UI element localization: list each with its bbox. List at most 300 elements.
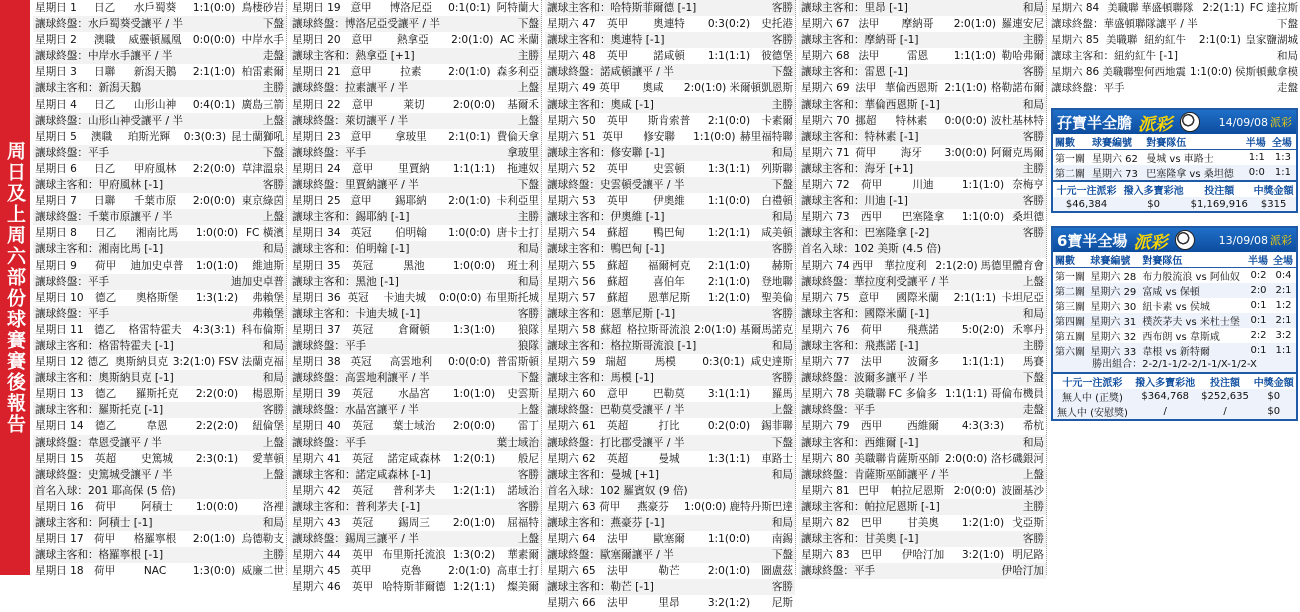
league: 西甲 (852, 259, 874, 272)
note-row (33, 241, 286, 257)
score: 2:0(1:0) (448, 565, 491, 578)
home-team: 里昂 (658, 597, 680, 610)
home-team: 奧連特 (653, 18, 685, 31)
bet-outcome: 客勝 (771, 372, 793, 385)
match-number: 星期六 79 (801, 420, 850, 433)
home-team: 甲府風林 (133, 162, 177, 175)
league: 蘇超 (607, 227, 629, 240)
home-team: 高雲地利 (389, 356, 433, 369)
pool-header: 中獎金額 (1253, 378, 1294, 389)
league: 西甲 (861, 211, 883, 224)
match-number: 星期六 72 (801, 179, 850, 192)
table-cell: 巴塞隆拿 vs 桑坦德 (1144, 165, 1244, 180)
league: 英冠 (347, 291, 369, 304)
home-team: 伊哈汀加 (901, 549, 945, 562)
score: 2:0(1:0) (452, 517, 496, 529)
away-team: 雷丁 (517, 420, 539, 433)
bet-result-text: 讓球終盤：華盛頓聯隊讓平 / 半 (1051, 18, 1198, 30)
column-header: 關數 (1053, 252, 1088, 268)
bet-result-text: 讓球主客和：紐約紅牛 [-1] (1051, 50, 1178, 62)
home-team: 華倫西恩斯 (884, 82, 938, 95)
score: 2:0(1:0) (448, 195, 491, 208)
match-row (1049, 32, 1300, 48)
score: 1:1(1:0) (961, 179, 1005, 192)
bet-outcome: 葉士域治 (496, 436, 539, 449)
league: 英甲 (599, 82, 621, 95)
score: 0:0(0:0) (192, 34, 236, 47)
match-number: 星期六 56 (547, 275, 596, 288)
bet-outcome: 客勝 (1022, 533, 1044, 546)
box-header (1053, 110, 1296, 134)
bet-result-text: 讓球主客和：飛燕諾 [-1] (801, 339, 919, 352)
match-number: 星期日 9 (35, 259, 77, 272)
score: 3:2(1:2) (707, 597, 751, 610)
note-row (799, 338, 1046, 354)
away-team: 波杜基林特 (991, 114, 1044, 127)
box-brand: 派彩 (1138, 114, 1173, 135)
match-row (799, 483, 1046, 499)
bet-result-text: 讓球主客和：哈特斯菲爾德 [-1] (547, 2, 697, 14)
score: 4:3(3:3) (961, 420, 1005, 433)
score: 1:1(0:0) (1190, 66, 1233, 78)
pool-header-row (1053, 181, 1296, 197)
match-row (1049, 0, 1300, 16)
table-row (1053, 313, 1296, 328)
league: 意甲 (350, 195, 372, 208)
bet-outcome: 主勝 (517, 211, 539, 224)
away-team: 般尼 (517, 452, 539, 465)
match-row (33, 386, 286, 402)
match-number: 星期日 4 (35, 98, 77, 111)
match-number: 星期日 12 (35, 356, 84, 369)
note-row (33, 515, 286, 531)
home-team: 克魯 (400, 565, 422, 578)
match-row (545, 595, 795, 611)
home-team: 馬模 (654, 356, 676, 369)
double-result-table (1053, 134, 1296, 180)
bet-outcome: 和局 (262, 372, 284, 385)
match-row (545, 48, 795, 64)
bet-outcome: 和局 (771, 517, 793, 529)
score: 1:2(1:1) (452, 581, 496, 594)
score: 2:0(0:0) (953, 484, 997, 497)
match-number: 星期六 77 (801, 356, 850, 369)
note-row (290, 241, 541, 257)
table-cell: 星期六 62 (1091, 154, 1138, 165)
bet-outcome: 下盤 (1277, 18, 1298, 30)
score: 1:3(1:0) (452, 323, 496, 336)
score: 1:3(0:0) (192, 565, 236, 578)
league: 日乙 (95, 227, 117, 240)
table-cell: 第二關 (1053, 283, 1088, 298)
bet-outcome: 客勝 (262, 179, 284, 192)
match-row (290, 515, 541, 531)
note-row (545, 0, 795, 16)
match-row (545, 225, 795, 241)
away-team: 馬賽 (1022, 356, 1044, 369)
match-row (290, 354, 541, 370)
match-number: 星期六 48 (547, 50, 596, 63)
table-cell: 0:1 (1250, 300, 1267, 311)
bet-outcome: 客勝 (1022, 195, 1044, 208)
bet-outcome: 主勝 (1022, 162, 1044, 175)
score: 1:2(1:1) (452, 484, 496, 497)
table-cell: 第一關 (1055, 272, 1085, 283)
bet-outcome: 弗賴堡 (252, 307, 284, 320)
match-row (799, 80, 1046, 96)
away-team: 米爾頓凱恩斯 (729, 82, 793, 95)
league: 荷甲 (855, 146, 877, 159)
away-team: 羅馬 (771, 388, 793, 401)
table-cell: 0:2 (1250, 270, 1267, 281)
score: 1:1(1:1) (452, 162, 496, 175)
score: 2:2(1:1) (1202, 2, 1245, 14)
match-number: 星期六 59 (547, 356, 596, 369)
bet-result-text: 讓球終盤：平手 (35, 146, 110, 159)
sidebar-title: 周日及上周六部份球賽賽後報告 (4, 140, 26, 435)
home-team: 格拉斯哥流浪 (626, 323, 691, 336)
league: 英冠 (352, 517, 374, 529)
table-cell: 2:2 (1250, 330, 1267, 341)
match-row (799, 48, 1046, 64)
league: 日聯 (94, 66, 116, 79)
match-number: 星期六 58 (547, 323, 596, 336)
results-column-4 (799, 0, 1047, 578)
score: 2:0(1:0) (451, 34, 494, 47)
home-team: 歐塞爾 (653, 533, 685, 546)
pool-header: 撥入多寶彩池 (1123, 186, 1184, 197)
note-row (290, 145, 541, 161)
table-cell: 西布朗 vs 韋斯咸 (1142, 332, 1220, 343)
away-team: 普雷斯頓 (496, 356, 539, 369)
match-number: 星期日 36 (292, 291, 341, 304)
league: 澳職 (94, 34, 116, 47)
league: 英冠 (350, 356, 372, 369)
match-number: 星期日 5 (35, 130, 77, 143)
bet-result-text: 讓球主客和：伊奧維 [-1] (547, 211, 665, 224)
football-icon (1180, 112, 1200, 132)
league: 美職聯 (854, 388, 887, 401)
bet-result-text: 讓球終盤：巴勒莫受讓平 / 半 (547, 404, 685, 417)
match-row (545, 322, 795, 338)
league: 英冠 (352, 323, 374, 336)
note-row (545, 467, 795, 483)
score: 2:1(0:0) (707, 114, 751, 127)
match-row (290, 547, 541, 563)
bet-result-text: 讓球終盤：肯薩斯巫師讓平 / 半 (801, 468, 950, 481)
bet-result-text: 讓球主客和：奧咸 [-1] (547, 98, 654, 111)
score: 2:0(1:0) (683, 82, 727, 95)
away-team: 尼斯 (771, 597, 793, 610)
away-team: 咸史達斯 (750, 356, 793, 369)
match-number: 星期日 23 (292, 130, 341, 143)
match-row (33, 322, 286, 338)
bet-result-text: 讓球主客和：鴨巴甸 [-1] (547, 243, 665, 256)
bet-outcome: 和局 (262, 517, 284, 529)
note-row (799, 97, 1046, 113)
bet-outcome: 客勝 (1022, 227, 1044, 240)
table-cell: 1:1 (1270, 165, 1296, 180)
league: 荷甲 (95, 500, 117, 513)
home-team: 諾定咸森林 (387, 452, 441, 465)
table-cell: 2:1 (1271, 283, 1296, 298)
home-team: 哈特斯菲爾德 (382, 581, 446, 594)
away-team: 哥倫布機員 (991, 388, 1044, 401)
match-row (33, 499, 286, 515)
away-team: 聖美倫 (761, 291, 793, 304)
note-row (799, 161, 1046, 177)
match-row (33, 290, 286, 306)
league: 德乙 (95, 388, 117, 401)
table-cell: 0:1 (1246, 313, 1271, 328)
bet-result-text: 讓球主客和：錫耶納 [-1] (292, 211, 410, 224)
score: 2:1(0:1) (448, 130, 491, 143)
bet-result-text: 讓球終盤：平手 (35, 307, 110, 320)
note-row (799, 129, 1046, 145)
bet-result-text: 讓球主客和：格雷特霍夫 [-1] (35, 339, 174, 352)
bet-result-text: 讓球終盤：波爾多讓平 / 半 (801, 372, 928, 385)
league: 荷甲 (94, 565, 116, 578)
note-row (290, 177, 541, 193)
score: 1:0(1:0) (195, 259, 239, 272)
score: 1:3(1:1) (707, 452, 751, 465)
match-number: 星期日 7 (35, 195, 77, 208)
score: 0:0(0:0) (448, 356, 491, 369)
note-row (545, 370, 795, 386)
home-team: 珀斯光輝 (127, 130, 171, 143)
bet-result-text: 讓球主客和：帕拉尼恩斯 [-1] (801, 500, 940, 513)
bet-outcome: 主勝 (1022, 339, 1044, 352)
bet-result-text: 讓球終盤：平手 (292, 436, 367, 449)
away-team: 威廉二世 (241, 565, 284, 578)
bet-outcome: 和局 (771, 468, 793, 481)
score: 1:3(1:2) (195, 291, 239, 304)
away-team: 阿特蘭大 (496, 2, 539, 14)
table-cell: 韋根 vs 新特爾 (1140, 343, 1246, 358)
match-number: 星期六 65 (547, 565, 596, 578)
home-team: 黑池 (403, 259, 425, 272)
away-team: 皇家鹽湖城 (1245, 34, 1298, 46)
note-row (290, 531, 541, 547)
score: 2:1(0:1) (1198, 34, 1241, 46)
bet-result-text: 讓球主客和：雷恩 [-1] (801, 66, 908, 79)
pool-value: / (1132, 404, 1199, 419)
match-number: 星期日 8 (35, 227, 77, 240)
score: 1:1(1:1) (944, 388, 988, 401)
note-row (33, 402, 286, 418)
home-team: 修安聯 (643, 130, 676, 143)
table-row (1053, 328, 1296, 343)
score: 1:1(1:1) (961, 356, 1005, 369)
table-cell: 星期六 28 (1090, 272, 1137, 283)
home-team: 迪加史卓普 (130, 259, 184, 272)
bet-outcome: 上盤 (517, 533, 539, 546)
bet-result-text: 讓球終盤：山形山神受讓平 / 半 (35, 114, 184, 127)
match-row (33, 0, 286, 16)
match-number: 星期六 82 (801, 517, 850, 529)
away-team: 楊恩斯 (252, 388, 284, 401)
home-team: 伯明翰 (394, 227, 427, 240)
dividend-table (1053, 372, 1296, 419)
bet-outcome: 客勝 (771, 2, 793, 14)
bet-outcome: 客勝 (771, 307, 793, 320)
bet-result-text: 讓球終盤：水晶宮讓平 / 半 (292, 404, 419, 417)
column-header: 對賽隊伍 (1140, 252, 1246, 268)
away-team: 洛裡 (262, 500, 284, 513)
box-header (1053, 228, 1296, 252)
bet-result-text: 讓球終盤：諾咸頓讓平 / 半 (547, 66, 674, 79)
match-row (33, 258, 286, 274)
away-team: FSV 法蘭克福 (218, 356, 285, 369)
home-team: 喜伯年 (653, 275, 685, 288)
bet-result-text: 讓球終盤：錫周三讓平 / 半 (292, 533, 419, 546)
note-row (290, 209, 541, 225)
note-row (799, 193, 1046, 209)
match-row (545, 531, 795, 547)
pool-header-row (1053, 373, 1296, 389)
note-row (545, 306, 795, 322)
match-number: 星期日 6 (35, 162, 77, 175)
home-team: 西維爾 (907, 420, 939, 433)
match-row (545, 193, 795, 209)
league: 荷甲 (861, 323, 883, 336)
bet-result-text: 讓球主客和：海牙 [+1] (801, 162, 913, 175)
league: 西甲 (861, 420, 883, 433)
match-number: 星期日 13 (35, 388, 84, 401)
away-team: 維迪斯 (252, 259, 284, 272)
bet-outcome: 主勝 (1022, 34, 1044, 47)
match-number: 星期六 52 (547, 162, 596, 175)
note-row (1049, 48, 1300, 64)
match-number: 星期六 85 (1051, 34, 1100, 46)
league: 日乙 (94, 162, 116, 175)
match-row (799, 145, 1046, 161)
league: 美職聯 (1102, 66, 1134, 78)
column-header: 球賽編號 (1090, 134, 1144, 150)
match-row (545, 274, 795, 290)
bet-result-text: 讓球主客和：川迪 [-1] (801, 195, 908, 208)
away-team: 禾寧丹 (1012, 323, 1044, 336)
home-team: 錫周三 (398, 517, 430, 529)
away-team: 錫菲聯 (761, 420, 793, 433)
note-row (33, 145, 286, 161)
away-team: 愛華頓 (252, 452, 284, 465)
bet-result-text: 讓球終盤：打比郡受讓平 / 半 (547, 436, 685, 449)
bet-result-text: 讓球終盤：千葉市原讓平 / 半 (35, 211, 173, 224)
match-number: 星期六 61 (547, 420, 596, 433)
table-cell: 富咸 vs 保頓 (1140, 283, 1246, 298)
match-number: 星期日 25 (292, 195, 341, 208)
home-team: 福爾柯克 (647, 259, 691, 272)
league: 德乙 (87, 356, 109, 369)
match-row (799, 418, 1046, 434)
home-team: 川迪 (912, 179, 934, 192)
bet-result-text: 讓球主客和：普利茅夫 [-1] (292, 500, 421, 513)
league: 美職聯 (854, 452, 887, 465)
match-number: 星期六 83 (801, 549, 850, 562)
league: 英甲 (352, 549, 374, 562)
bet-result-text: 讓球主客和：甘美奧 [-1] (801, 533, 919, 546)
away-team: 華素爾 (507, 549, 539, 562)
match-row (545, 161, 795, 177)
score: 2:1(1:0) (707, 259, 751, 272)
score: 1:3(1:1) (707, 162, 751, 175)
home-team: 史雲頓 (653, 162, 685, 175)
home-team: 水晶宮 (398, 388, 430, 401)
match-row (290, 32, 541, 48)
match-row (799, 16, 1046, 32)
score: 5:0(2:0) (961, 323, 1005, 336)
league: 法甲 (858, 50, 880, 63)
match-number: 星期六 84 (1051, 2, 1100, 14)
home-team: 特林素 (895, 114, 928, 127)
away-team: 赫斯 (771, 259, 793, 272)
match-number: 星期日 24 (292, 162, 341, 175)
bet-result-text: 讓球主客和：華倫西恩斯 [-1] (801, 98, 940, 111)
score: 2:1(1:0) (707, 275, 751, 288)
bet-outcome: 伊哈汀加 (1001, 565, 1044, 578)
league: 美職聯 (1107, 2, 1139, 14)
home-team: 里賈納 (398, 162, 430, 175)
bet-outcome: 拿玻里 (507, 146, 539, 159)
bet-outcome: 和局 (1022, 98, 1044, 111)
note-row (799, 32, 1046, 48)
results-column-1 (33, 0, 287, 578)
note-row (290, 113, 541, 129)
home-team: 格雷特霍夫 (128, 323, 182, 336)
bet-outcome: 上盤 (262, 468, 284, 481)
league: 法甲 (607, 533, 629, 546)
league: 英甲 (607, 18, 629, 31)
home-team: 葉士域治 (392, 420, 436, 433)
away-team: 阿爾克馬爾 (991, 146, 1044, 159)
pool-value: 無人中 (安慰獎) (1053, 404, 1132, 419)
score: 1:1(0:0) (707, 195, 751, 208)
football-icon (1175, 230, 1195, 250)
bet-outcome: 上盤 (517, 404, 539, 417)
away-team: 中岸水手 (241, 34, 284, 47)
bet-result-text: 讓球主客和：馬模 [-1] (547, 372, 654, 385)
score: 2:1(1:0) (192, 66, 236, 79)
bet-result-text: 讓球終盤：中岸水手讓平 / 半 (35, 50, 173, 63)
note-row (799, 64, 1046, 80)
match-number: 星期日 15 (35, 452, 84, 465)
column-header: 球賽編號 (1088, 252, 1140, 268)
score: 2:1(1:0) (944, 82, 987, 95)
away-team: 烏德勒支 (241, 533, 284, 546)
table-cell: 0:4 (1275, 270, 1292, 281)
away-team: 燦美爾 (507, 581, 539, 594)
match-number: 星期日 19 (292, 2, 341, 14)
pool-value: $1,169,916 (1187, 197, 1251, 211)
away-team: 卡素爾 (761, 114, 793, 127)
pool-value: $252,635 (1199, 389, 1252, 404)
match-row (799, 290, 1046, 306)
away-team: 屈福特 (507, 517, 539, 529)
table-cell: 1:3 (1274, 152, 1291, 163)
bet-outcome: 走盤 (1277, 82, 1298, 94)
match-row (290, 322, 541, 338)
home-team: 博洛尼亞 (389, 2, 433, 14)
bet-outcome: 下盤 (1022, 372, 1044, 385)
home-team: 打比 (658, 420, 680, 433)
match-row (545, 418, 795, 434)
score: 2:0(1:0) (192, 533, 236, 546)
away-team: 格勒諾布爾 (991, 82, 1044, 95)
match-number: 星期日 1 (35, 2, 77, 14)
note-row (33, 483, 286, 499)
note-row (799, 370, 1046, 386)
